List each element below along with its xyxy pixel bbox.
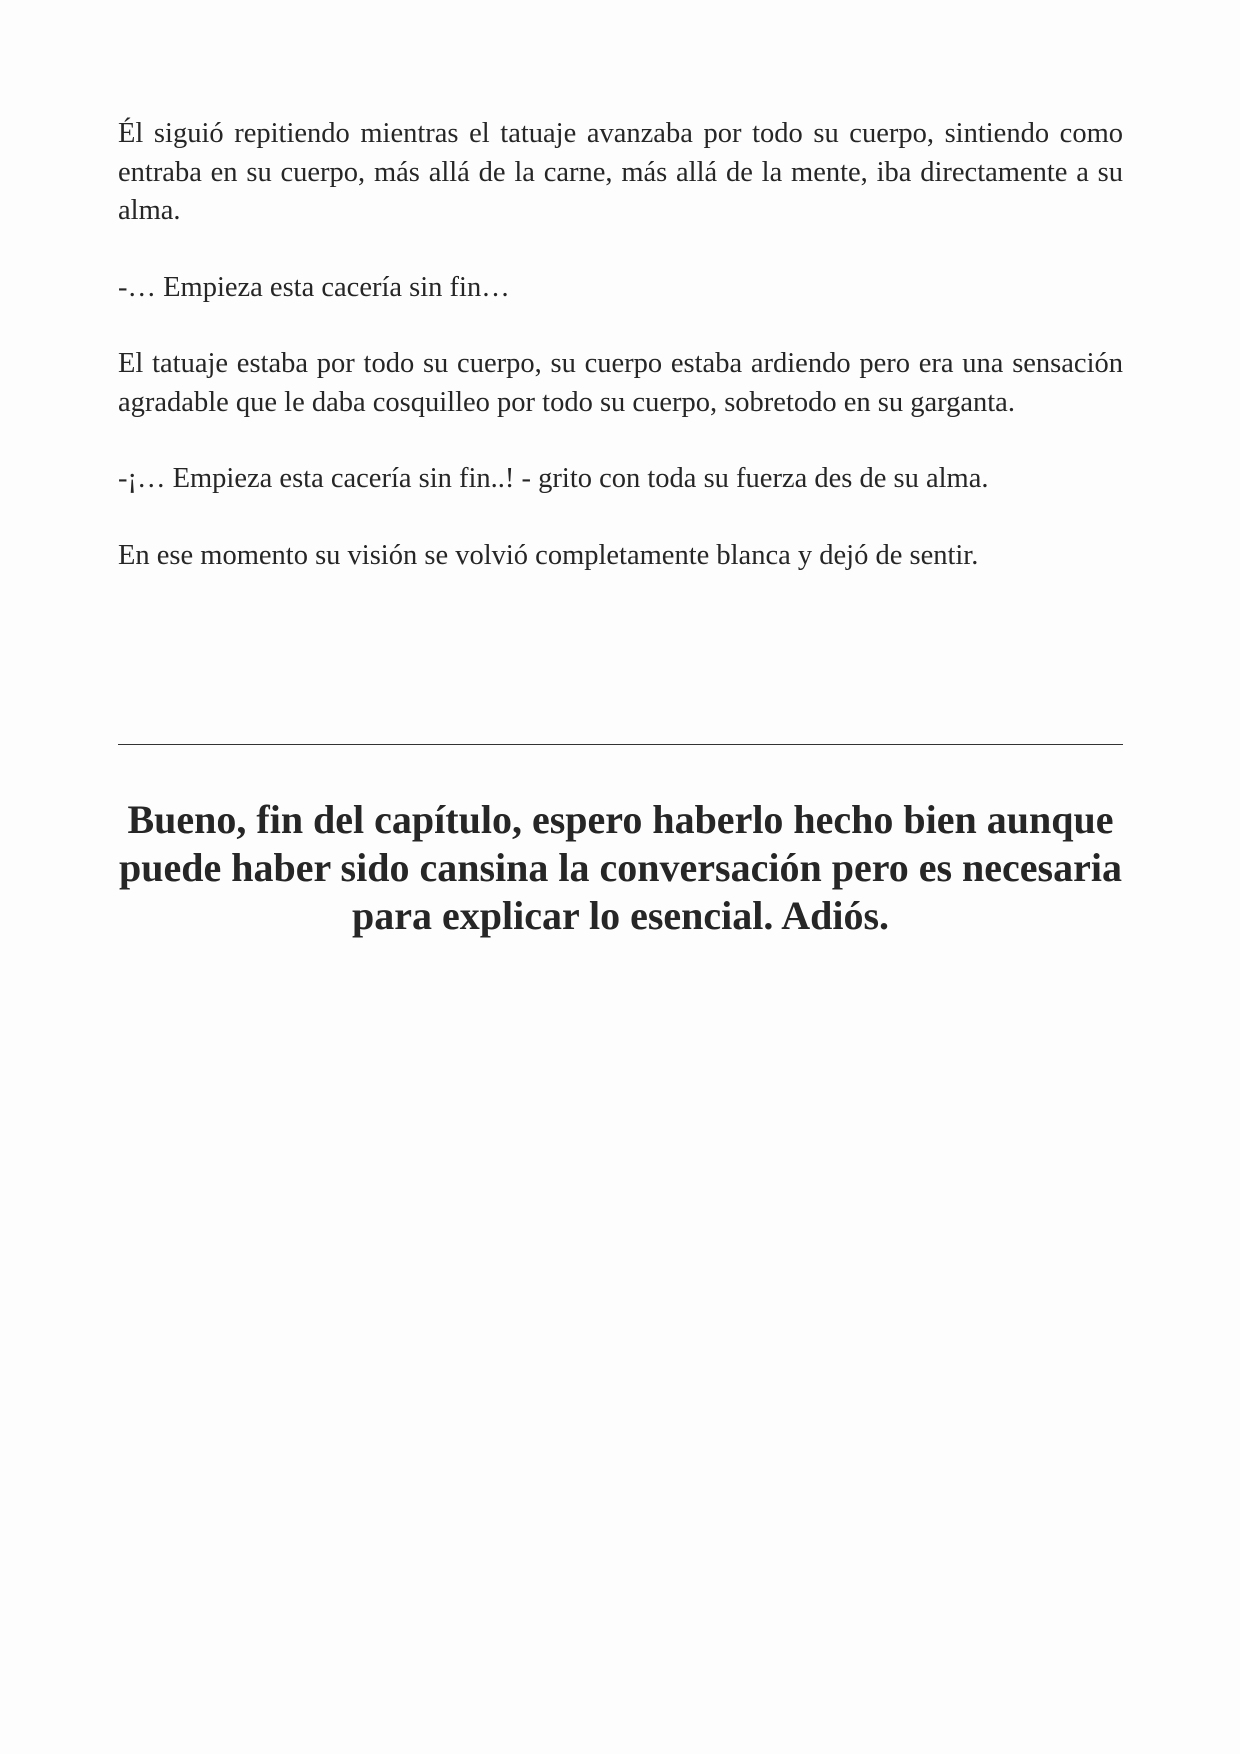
paragraph-tattoo-advancing: Él siguió repitiendo mientras el tatuaje avanzaba por todo su cuerpo, sintiendo como entraba en su cuerpo, más allá de la carne, más allá de la mente, iba directamente a su alma. — [118, 118, 1123, 226]
story-text — [118, 115, 1123, 613]
section-divider — [118, 744, 1123, 745]
paragraph-dialogue-1: -… Empieza esta cacería sin fin… — [118, 271, 510, 303]
paragraph-tattoo-burning: El tatuaje estaba por todo su cuerpo, su cuerpo estaba ardiendo pero era una sensación agradable que le daba cosquilleo por todo su cuerpo, sobretodo en su garganta. — [118, 348, 1123, 418]
paragraph-vision-white: En ese momento su visión se volvió completamente blanca y dejó de sentir. — [118, 539, 979, 571]
paragraph-dialogue-2: -¡… Empieza esta cacería sin fin..! - grito con toda su fuerza des de su alma. — [118, 463, 989, 494]
author-note: Bueno, fin del capítulo, espero haberlo hecho bien aunque puede haber sido cansina la conversación pero es necesaria para explicar lo esencial. Adiós. — [119, 797, 1122, 938]
